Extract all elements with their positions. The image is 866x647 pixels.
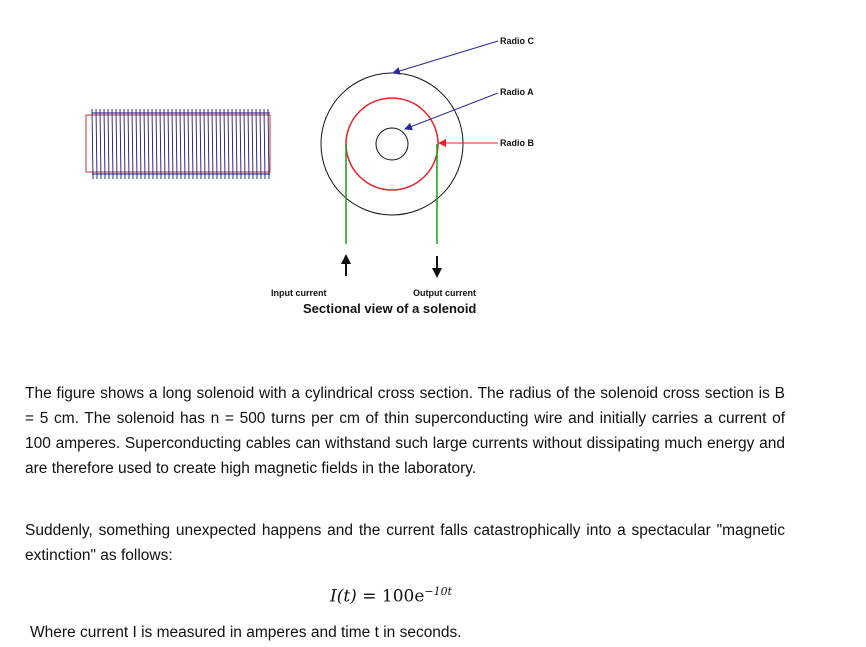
pointer-radio-c: [393, 41, 498, 73]
coil-turn: [244, 109, 245, 179]
coil-turn: [236, 109, 237, 179]
coil-turn: [252, 109, 253, 179]
coil-turn: [212, 109, 213, 179]
coil-turn: [140, 109, 141, 179]
coil-turn: [164, 109, 165, 179]
coil-body: [86, 115, 270, 172]
coil-turn: [100, 109, 101, 179]
coil-turn: [200, 109, 201, 179]
coil-turn: [180, 109, 181, 179]
coil-turn: [152, 109, 153, 179]
figure-caption: Sectional view of a solenoid: [303, 301, 477, 316]
coil-turn: [128, 109, 129, 179]
formula-equals: =: [356, 586, 382, 607]
inner-circle-radio-a: [376, 128, 408, 160]
coil-turns: [92, 109, 269, 179]
coil-turn: [228, 109, 229, 179]
label-input-current: Input current: [271, 288, 327, 298]
outer-circle-radio-c: [321, 73, 463, 215]
formula-exponent: −10t: [424, 585, 453, 598]
coil-turn: [176, 109, 177, 179]
coil-turn: [220, 109, 221, 179]
coil-turn: [224, 109, 225, 179]
coil-turn: [132, 109, 133, 179]
coil-turn: [168, 109, 169, 179]
coil-turn: [148, 109, 149, 179]
coil-turn: [136, 109, 137, 179]
coil-turn: [264, 109, 265, 179]
coil-turn: [116, 109, 117, 179]
coil-turn: [192, 109, 193, 179]
coil-turn: [156, 109, 157, 179]
coil-turn: [260, 109, 261, 179]
coil-turn: [104, 109, 105, 179]
formula-base: 100e: [381, 586, 425, 607]
coil-turn: [204, 109, 205, 179]
cross-section: [271, 36, 535, 316]
coil-turn: [216, 109, 217, 179]
coil-turn: [124, 109, 125, 179]
coil-turn: [112, 109, 113, 179]
coil-turn: [144, 109, 145, 179]
coil-turn: [268, 109, 269, 179]
middle-circle-radio-b: [346, 98, 438, 190]
coil-turn: [196, 109, 197, 179]
coil-turn: [240, 109, 241, 179]
closing-sentence: Where current I is measured in amperes and time t in seconds.: [30, 624, 462, 641]
label-output-current: Output current: [413, 288, 476, 298]
label-radio-b: Radio B: [500, 138, 535, 148]
solenoid-coil: [86, 109, 270, 179]
coil-turn: [208, 109, 209, 179]
coil-turn: [184, 109, 185, 179]
current-formula: [330, 585, 452, 607]
paragraph-extinction: Suddenly, something unexpected happens and the current falls catastrophically into a spectacular "magnetic extinction" as follows:: [25, 522, 785, 564]
pointer-radio-a: [405, 93, 498, 129]
paragraph-description: The figure shows a long solenoid with a cylindrical cross section. The radius of the solenoid cross section is B = 5 cm. The solenoid has n = 500 turns per cm of thin superconducting wire and initially carries a current of 100 amperes. Superconducting cables can withstand such large currents without dissipating much energy and are therefore used to create high magnetic fields in the laboratory.: [25, 385, 785, 477]
coil-turn: [256, 109, 257, 179]
coil-turn: [96, 109, 97, 179]
coil-turn: [92, 109, 93, 179]
coil-turn: [108, 109, 109, 179]
input-current-arrow: [341, 254, 351, 276]
coil-turn: [188, 109, 189, 179]
coil-turn: [120, 109, 121, 179]
coil-turn: [248, 109, 249, 179]
coil-turn: [172, 109, 173, 179]
output-current-arrow: [432, 256, 442, 278]
label-radio-c: Radio C: [500, 36, 535, 46]
coil-turn: [232, 109, 233, 179]
formula-lhs: I(t): [330, 586, 357, 607]
coil-turn: [160, 109, 161, 179]
label-radio-a: Radio A: [500, 87, 534, 97]
